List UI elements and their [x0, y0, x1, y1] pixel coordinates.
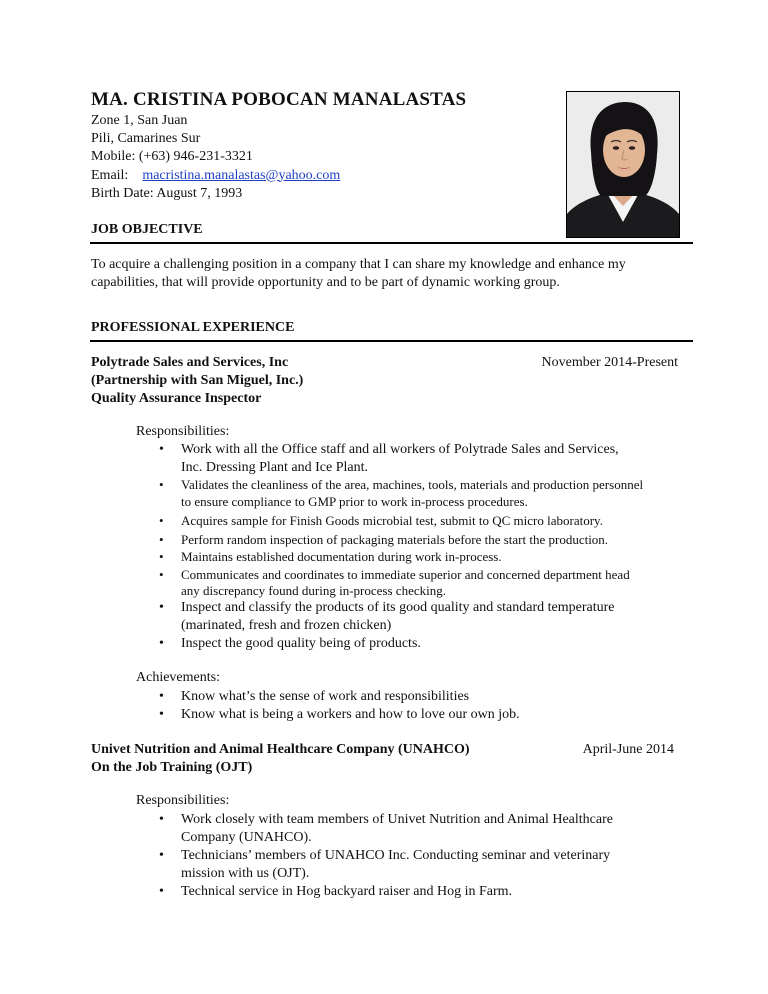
job-objective-heading: JOB OBJECTIVE: [91, 222, 203, 237]
list-item: • Technical service in Hog backyard raiser and Hog in Farm.: [159, 883, 613, 901]
email-link[interactable]: macristina.manalastas@yahoo.com: [142, 167, 341, 183]
job-1-partnership: (Partnership with San Miguel, Inc.): [91, 373, 304, 388]
job-1-role: Quality Assurance Inspector: [91, 391, 262, 406]
job-2-company: Univet Nutrition and Animal Healthcare Company (UNAHCO): [91, 742, 470, 757]
list-item: • Perform random inspection of packaging materials before the start the production.: [159, 532, 643, 549]
job-1-responsibilities-list-b: [159, 477, 643, 600]
list-item: • Acquires sample for Finish Goods microbial test, submit to QC micro laboratory.: [159, 513, 643, 530]
job-1-responsibilities-label: Responsibilities:: [136, 424, 230, 439]
job-1-achievements-label: Achievements:: [136, 670, 220, 685]
address-line-2: Pili, Camarines Sur: [91, 131, 201, 147]
list-item: • Communicates and coordinates to immediate superior and concerned department head any discrepancy found during in-process checking.: [159, 567, 643, 600]
section-divider: [90, 242, 693, 244]
list-item: • Validates the cleanliness of the area, machines, tools, materials and production personnel to ensure compliance to GMP prior to work in-process procedures.: [159, 477, 643, 510]
section-divider: [90, 340, 693, 342]
list-item: • Know what is being a workers and how to love our own job.: [159, 706, 520, 724]
contact-block: [91, 112, 340, 203]
list-item: • Inspect and classify the products of its good quality and standard temperature (marinated, fresh and frozen chicken): [159, 599, 615, 635]
list-item: • Inspect the good quality being of products.: [159, 635, 615, 653]
applicant-name: MA. CRISTINA POBOCAN MANALASTAS: [91, 89, 467, 110]
email-label: Email:: [91, 167, 129, 183]
list-item: • Maintains established documentation during work in-process.: [159, 549, 643, 566]
job-2-responsibilities-list: [159, 811, 613, 901]
job-2-responsibilities-label: Responsibilities:: [136, 793, 230, 808]
list-item: • Know what’s the sense of work and responsibilities: [159, 688, 520, 706]
job-1-responsibilities-list-a: [159, 441, 619, 477]
birth-date: Birth Date: August 7, 1993: [91, 185, 243, 201]
list-item: • Technicians’ members of UNAHCO Inc. Conducting seminar and veterinary mission with us (OJT).: [159, 847, 613, 883]
objective-line-1: To acquire a challenging position in a company that I can share my knowledge and enhance my: [91, 257, 626, 272]
objective-line-2: capabilities, that will provide opportunity and to be part of dynamic working group.: [91, 275, 560, 290]
address-line-1: Zone 1, San Juan: [91, 113, 188, 128]
list-item: • Work with all the Office staff and all workers of Polytrade Sales and Services, Inc. Dressing Plant and Ice Plant.: [159, 441, 619, 477]
profile-photo-image: [567, 92, 679, 237]
job-2-header: [91, 741, 470, 777]
email-row: [91, 167, 340, 185]
job-1-achievements-list: [159, 688, 520, 724]
job-1-responsibilities-list-c: [159, 599, 615, 653]
job-1-header: [91, 354, 303, 408]
job-1-date: November 2014-Present: [541, 355, 678, 370]
mobile-number: Mobile: (+63) 946-231-3321: [91, 149, 253, 165]
job-2-role: On the Job Training (OJT): [91, 760, 253, 775]
job-2-date: April-June 2014: [582, 742, 674, 757]
job-objective-text: [91, 256, 626, 292]
profile-photo: [566, 91, 680, 238]
professional-experience-heading: PROFESSIONAL EXPERIENCE: [91, 320, 295, 335]
list-item: • Work closely with team members of Univet Nutrition and Animal Healthcare Company (UNAHCO).: [159, 811, 613, 847]
job-1-company: Polytrade Sales and Services, Inc: [91, 355, 289, 370]
